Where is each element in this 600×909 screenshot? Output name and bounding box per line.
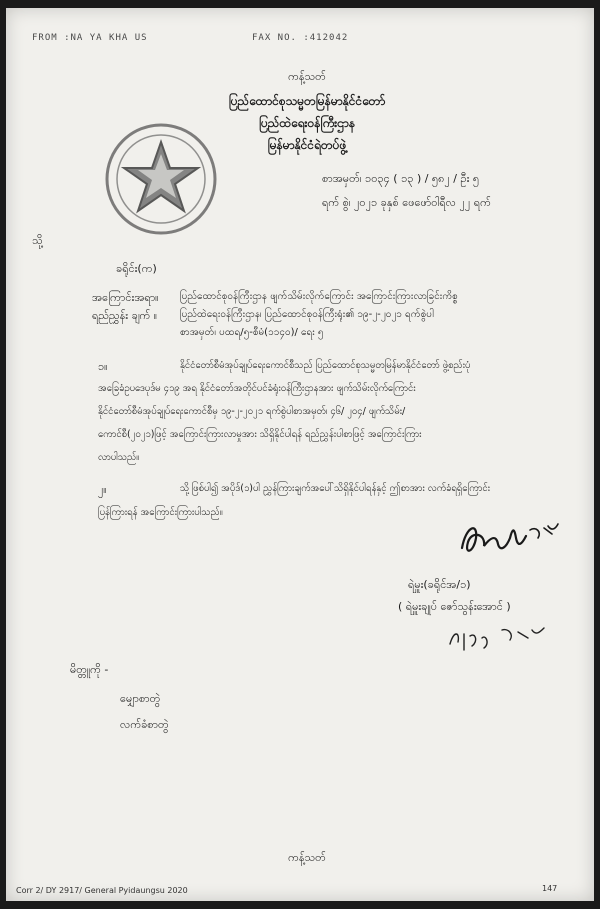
para1-line: နိုင်ငံတော်စီမံအုပ်ချုပ်ရေးကောင်စီသည် ပြည်ထောင်စုသမ္မတမြန်မာနိုင်ငံတော် ဖွဲ့စည်းပုံ [180,360,471,371]
copy-to-item: မျှောစာတွဲ [120,692,161,705]
to-label: သို့ [32,234,43,247]
handwritten-signature [452,508,562,568]
subject-label: အကြောင်းအရာ။ [92,291,159,304]
letterhead-country: ပြည်ထောင်စုသမ္မတမြန်မာနိုင်ငံတော် [228,94,386,108]
para1-line: ကောင်စီ(၂၀၂၁)ဖြင့် အကြောင်းကြားလာမှုအား သိရှိနိုင်ပါရန် ရည်ညွှန်းပါစာဖြင့် အကြောင်းကြား [98,429,422,440]
para2-line: ပြန်ကြားရန် အကြောင်းကြားပါသည်။ [98,507,223,518]
footer-reference: Corr 2/ DY 2917/ General Pyidaungsu 2020 [16,886,188,895]
para1-line: အခြေခံဥပဒေပုဒ်မ ၄၁၉ အရ နိုင်ငံတော်အတိုင်ပင်ခံရုံးဝန်ကြီးဌာနအား ဖျက်သိမ်းလိုက်ကြောင်း [98,383,416,394]
reference-letter-no: စာအမှတ်၊ ပထရ/၅-စီမံ(၁၁၄၀)/ ရေး ၅ [180,327,324,338]
para2-line: သို့ဖြစ်ပါ၍ အပိုဒ်(၁)ပါ ညွှန်ကြားချက်အပေါ်သိရှိနိုင်ပါရန်နှင့် ဤစာအား လက်ခံရရှိကြောင်း [180,483,491,494]
fax-number: FAX NO. :412042 [252,33,349,43]
page-number: 147 [542,884,558,893]
copy-to-item: လက်ခံစာတွဲ [120,718,169,731]
police-emblem-seal [102,120,220,238]
para1-line: နိုင်ငံတော်စီမံအုပ်ချုပ်ရေးကောင်စီမှ ၁၉-၂-၂၀၂၁ ရက်စွဲပါစာအမှတ်၊ ၄၆/ ၂၀၄/ ဖျက်သိမ်း/ [98,406,406,417]
subject-text: ပြည်ထောင်စုဝန်ကြီးဌာန ဖျက်သိမ်းလိုက်ကြောင်း အကြောင်းကြားလာခြင်းကိစ္စ [180,291,458,302]
letterhead-ministry: ပြည်ထဲရေးဝန်ကြီးဌာန [258,116,356,130]
letter-number: စာအမှတ်၊ ၁၀၃၄ ( ၁၃ ) / ၅၈၂ / ဦး ၅ [322,172,480,185]
reference-label: ရည်ညွှန်း ချက် ။ [92,309,158,322]
signatory-name: ( ရဲမှူးချုပ် ဇော်သွန်းအောင် ) [398,600,511,613]
para2-number: ၂။ [98,483,107,496]
signatory-rank: ရဲမှူး(ခရိုင်အ/၁) [408,578,471,591]
para1-line: လာပါသည်။ [98,452,140,463]
fax-from: FROM :NA YA KHA US [32,33,148,43]
classification-top: ကန့်သတ် [288,70,326,83]
letter-date: ရက် စွဲ၊ ၂၀၂၁ ခုနှစ် ဖေဖော်ဝါရီလ ၂၂ ရက် [322,196,491,209]
para1-number: ၁။ [98,360,108,373]
document-page [6,8,594,901]
reference-text: ပြည်ထဲရေးဝန်ကြီးဌာန၊ ပြည်ထောင်စုဝန်ကြီးရုံး၏ ၁၉-၂-၂၀၂၁ ရက်စွဲပါ [180,309,434,320]
letterhead-department: မြန်မာနိုင်ငံရဲတပ်ဖွဲ့ [267,138,347,152]
copy-to-label: မိတ္တူကို - [70,663,109,676]
recipient: ခရိုင်း(က) [116,262,157,275]
initials-scribble [444,620,564,656]
classification-bottom: ကန့်သတ် [288,851,326,864]
